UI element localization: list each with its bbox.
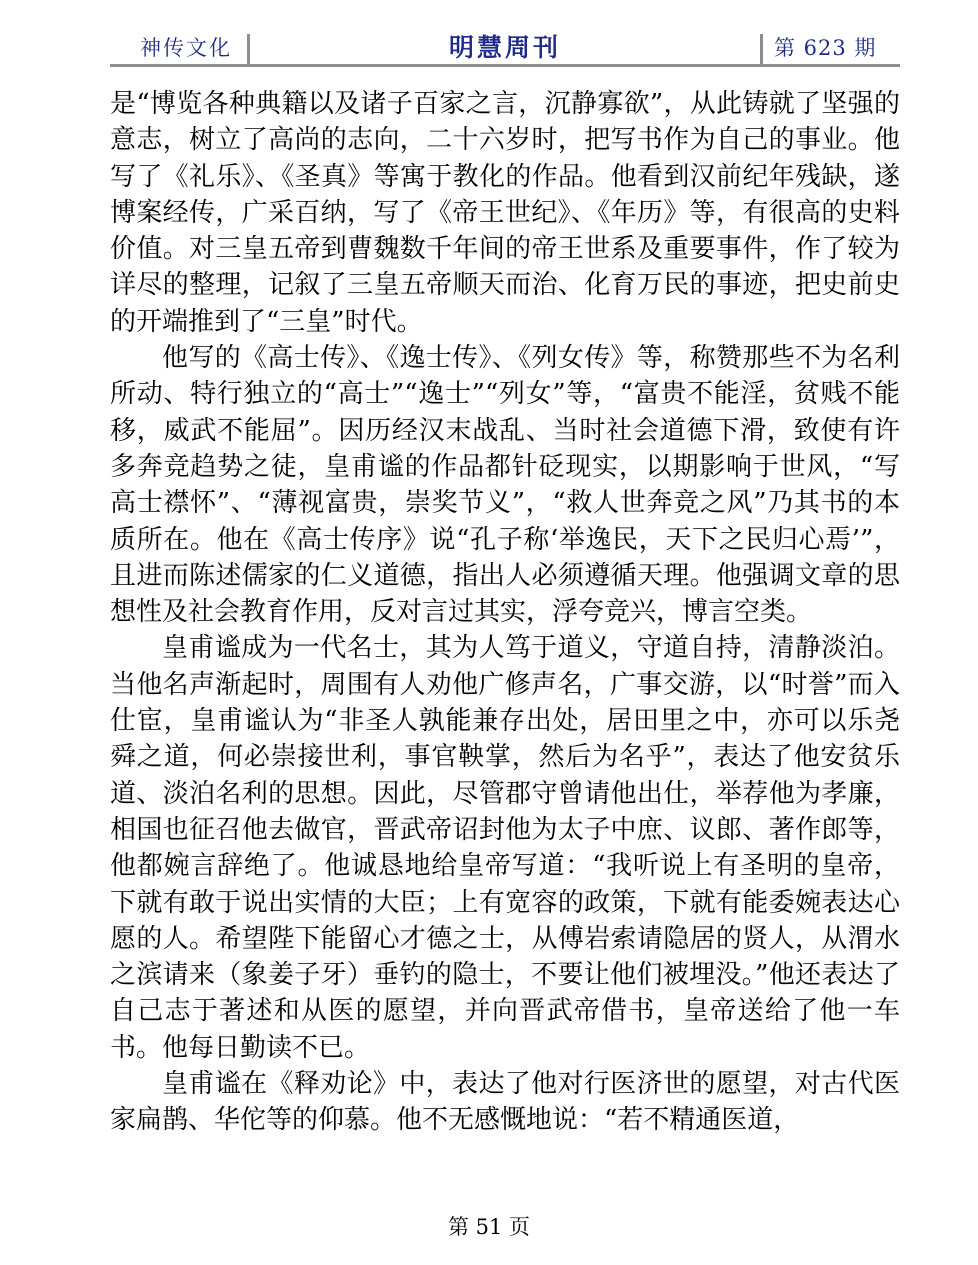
paragraph-2: 他写的《高士传》、《逸士传》、《列女传》等，称赞那些不为名利所动、特行独立的“高士”“逸士”“列女”等，“富贵不能淫，贫贱不能移，威武不能屈”。因历经汉末战乱、当时社会道德下滑，致使有许多奔竞趋势之徒，皇甫谧的作品都针砭现实，以期影响于世风，“写高士襟怀”、“薄视富贵，崇奖节义”，“救人世奔竞之风”乃其书的本质所在。他在《高士传序》说“孔子称‘举逸民，天下之民归心焉’”，且进而陈述儒家的仁义道德，指出人必须遵循天理。他强调文章的思想性及社会教育作用，反对言过其实，浮夸竞兴，博言空类。 xyxy=(110,343,900,628)
article-body xyxy=(110,86,900,1139)
header-rule xyxy=(110,64,900,67)
page-number: 第 51 页 xyxy=(447,1215,531,1239)
page-header xyxy=(110,26,900,68)
section-title: 神传文化 xyxy=(140,36,232,60)
header-divider-right xyxy=(760,34,763,64)
publication-title: 明慧周刊 xyxy=(448,33,561,62)
paragraph-4: 皇甫谧在《释劝论》中，表达了他对行医济世的愿望，对古代医家扁鹊、华佗等的仰慕。他不无感慨地说：“若不精通医道， xyxy=(110,1069,900,1136)
paragraph-1: 是“博览各种典籍以及诸子百家之言，沉静寡欲”，从此铸就了坚强的意志，树立了高尚的志向，二十六岁时，把写书作为自己的事业。他写了《礼乐》、《圣真》等寓于教化的作品。他看到汉前纪年残缺，遂博案经传，广采百纳，写了《帝王世纪》、《年历》等，有很高的史料价值。对三皇五帝到曹魏数千年间的帝王世系及重要事件，作了较为详尽的整理，记叙了三皇五帝顺天而治、化育万民的事迹，把史前史的开端推到了“三皇”时代。 xyxy=(110,89,900,337)
paragraph-3: 皇甫谧成为一代名士，其为人笃于道义，守道自持，清静淡泊。当他名声渐起时，周围有人劝他广修声名，广事交游，以“时誉”而入仕宦，皇甫谧认为“非圣人孰能兼存出处，居田里之中，亦可以乐尧舜之道，何必崇接世利，事官鞅掌，然后为名乎”，表达了他安贫乐道、淡泊名利的思想。因此，尽管郡守曾请他出仕，举荐他为孝廉，相国也征召他去做官，晋武帝诏封他为太子中庶、议郎、著作郎等，他都婉言辞绝了。他诚恳地给皇帝写道：“我听说上有圣明的皇帝，下就有敢于说出实情的大臣；上有宽容的政策，下就有能委婉表达心愿的人。希望陛下能留心才德之士，从傅岩索请隐居的贤人，从渭水之滨请来（象姜子牙）垂钓的隐士，不要让他们被埋没。”他还表达了自己志于著述和从医的愿望，并向晋武帝借书，皇帝送给了他一车书。他每日勤读不已。 xyxy=(110,633,900,1063)
issue-number: 第 623 期 xyxy=(774,36,877,60)
